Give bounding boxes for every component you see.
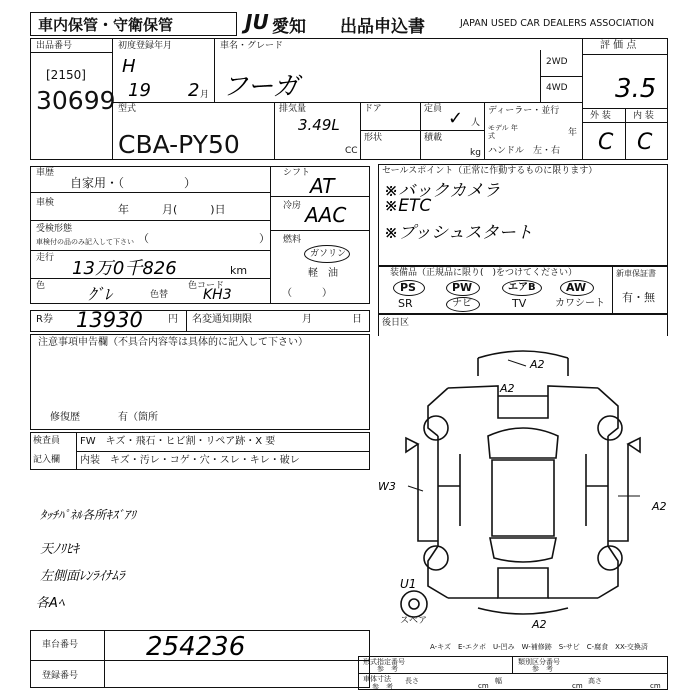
car-storage-label: 車内保管・守衛保管	[38, 16, 174, 34]
sheet-title: 出品申込書	[340, 17, 425, 37]
equip-ps: PS	[400, 281, 416, 294]
interior-value: C	[637, 130, 653, 155]
vehicle-size-label: 車体寸法	[363, 675, 391, 683]
grade-value: 3.5	[615, 74, 657, 104]
registration-year: 19	[128, 80, 151, 101]
equip-leather-seat: カワシート	[555, 298, 605, 309]
name-change-month: 月	[302, 314, 312, 325]
inspector-label: 検査員	[33, 436, 61, 446]
repair-history-label: 修復歴	[50, 412, 80, 423]
fuel-light-oil: 軽 油	[308, 268, 338, 279]
cooling-value: AAC	[305, 203, 347, 227]
model-code-label: 型式	[118, 104, 137, 114]
association-name: JAPAN USED CAR DEALERS ASSOCIATION	[460, 18, 655, 29]
registration-month-unit: 月	[200, 90, 210, 100]
equip-airbag: エアB	[508, 282, 536, 293]
equip-aw: AW	[566, 281, 587, 294]
drive-4wd: 4WD	[546, 83, 568, 93]
exterior-label: 外 装	[590, 111, 611, 121]
fuel-label: 燃料	[283, 235, 302, 245]
handwritten-note-2: 天ﾉﾘﾋｷ	[40, 542, 80, 557]
capacity-label: 定員	[424, 104, 443, 114]
car-damage-diagram	[378, 336, 668, 636]
fuel-gasoline: ガソリン	[310, 249, 347, 259]
shift-label: シフト	[283, 168, 311, 178]
history-value: 自家用・（ ）	[70, 176, 197, 190]
length-label: 長さ	[405, 677, 419, 685]
car-name: フーガ	[222, 72, 299, 102]
class-label: 類別区分番号	[518, 658, 560, 666]
handwritten-note-1: ﾀｯﾁﾊﾟﾈﾙ各所ｷｽﾞｱﾘ	[40, 508, 137, 522]
spare-label: スペア	[400, 616, 428, 626]
notes-frame	[30, 334, 370, 430]
chassis-label: 車台番号	[42, 640, 79, 650]
shape-label: 形状	[364, 133, 383, 143]
notes-label: 注意事項申告欄（不具合内容等は具体的に記入して下さい）	[38, 337, 308, 348]
color-change-label: 色替	[150, 290, 169, 300]
selling-point-1: ※バックカメラ	[384, 181, 501, 201]
chassis-value: 254236	[146, 632, 246, 662]
lot-bracket-number: [2150]	[46, 68, 86, 82]
load-label: 積載	[424, 133, 443, 143]
brand-place: 愛知	[272, 17, 306, 37]
recycle-ticket-label: R券	[36, 314, 53, 325]
lot-number: 30699	[36, 86, 116, 115]
damage-mark-front-left: A2	[500, 382, 515, 395]
lot-number-label: 出品番号	[36, 41, 73, 51]
color-code-value: KH3	[203, 287, 232, 303]
vehicle-size-ref: 参 考	[372, 683, 393, 691]
type-designation-label: 形式指定番号	[363, 658, 405, 666]
capacity-unit: 人	[471, 118, 481, 128]
displacement-value: 3.49L	[298, 116, 340, 134]
dealer-parallel-label: ディーラー・並行	[488, 106, 560, 116]
entry-label: 記入欄	[33, 455, 61, 465]
rear-area-frame	[378, 314, 668, 336]
capacity-checkmark: ✓	[448, 108, 464, 129]
type-designation-ref: 参 考	[377, 665, 398, 673]
selling-point-2: ※ETC	[384, 196, 432, 216]
exterior-value: C	[598, 130, 614, 155]
equipment-label: 装備品（正規品に限り( )をつけてください）	[390, 268, 578, 278]
registration-number-label: 登録番号	[42, 671, 79, 681]
damage-mark-rear-left: U1	[400, 577, 417, 591]
selling-point-3: ※プッシュスタート	[384, 223, 533, 243]
width-unit: cm	[572, 682, 583, 690]
class-ref: 参 考	[532, 665, 553, 673]
history-label: 車歴	[36, 168, 55, 178]
brand-logo: JU	[245, 10, 269, 34]
damage-mark-right-door: A2	[652, 500, 667, 513]
color-label: 色	[36, 281, 46, 291]
damage-mark-front: A2	[530, 358, 545, 371]
load-unit: kg	[470, 148, 481, 158]
selling-points-label: セールスポイント（正常に作動するものに限ります）	[382, 166, 598, 176]
repair-history-value: 有（箇所	[118, 412, 158, 423]
mileage-value: 13万0千826	[72, 258, 177, 279]
inspector-row-2: 内装 キズ・汚レ・コゲ・穴・スレ・キレ・破レ	[80, 455, 300, 466]
equip-sr: SR	[398, 297, 413, 310]
cooling-label: 冷房	[283, 201, 302, 211]
height-label: 高さ	[588, 677, 602, 685]
length-unit: cm	[478, 682, 489, 690]
equip-navi: ナビ	[452, 298, 472, 309]
mileage-label: 走行	[36, 253, 55, 263]
equip-pw: PW	[452, 281, 473, 294]
form-label: 受検形態	[36, 224, 73, 234]
inspection-label: 車検	[36, 198, 55, 208]
mileage-unit: km	[230, 264, 248, 277]
name-change-day: 日	[352, 314, 362, 325]
first-registration-label: 初度登録年月	[118, 41, 173, 51]
drive-2wd: 2WD	[546, 57, 568, 67]
equip-tv: TV	[512, 297, 527, 310]
form-value: （ ）	[138, 232, 270, 245]
handle-label: ハンドル 左・右	[488, 146, 561, 156]
name-change-label: 名変通知期限	[192, 314, 252, 325]
rear-seat-label: 後日区	[382, 318, 410, 328]
displacement-label: 排気量	[279, 104, 307, 114]
shift-value: AT	[310, 174, 335, 198]
handwritten-note-4: 各Aﾍ	[36, 596, 65, 611]
color-code-label: 色コード	[188, 281, 225, 291]
car-name-label: 車名・グレード	[220, 41, 284, 51]
new-warranty-value: 有・無	[622, 291, 655, 304]
new-warranty-label: 新車保証書	[616, 269, 656, 278]
recycle-ticket-unit: 円	[168, 314, 178, 325]
inspector-row-1: FW キズ・飛石・ヒビ割・リペア跡・X 要	[80, 436, 276, 447]
model-code: CBA-PY50	[118, 130, 240, 159]
color-value: ｸﾞﾚ	[88, 285, 113, 304]
height-unit: cm	[650, 682, 661, 690]
form-note: 車検付の品のみ記入して下さい	[36, 238, 134, 246]
damage-mark-rear: A2	[532, 618, 547, 631]
fuel-paren: （ ）	[282, 288, 332, 299]
damage-legend: A-キズ E-エクボ U-凹み W-補修跡 S-サビ C-腐食 XX-交換済	[430, 643, 648, 651]
recycle-ticket-value: 13930	[76, 308, 143, 332]
interior-label: 内 装	[633, 111, 654, 121]
model-year-unit: 年	[568, 128, 578, 138]
grade-label: 評 価 点	[600, 40, 637, 51]
width-label: 幅	[495, 677, 502, 685]
registration-month: 2	[188, 80, 200, 101]
damage-mark-left-door: W3	[378, 480, 396, 493]
handwritten-note-3: 左側面ﾚﾝﾗｲﾅﾑﾗ	[40, 569, 125, 584]
displacement-unit: CC	[345, 146, 358, 156]
inspection-value: 年 月( )日	[118, 203, 226, 216]
model-year-label: モデル 年式	[488, 124, 518, 140]
door-label: ドア	[364, 104, 382, 114]
registration-era: H	[122, 56, 136, 77]
